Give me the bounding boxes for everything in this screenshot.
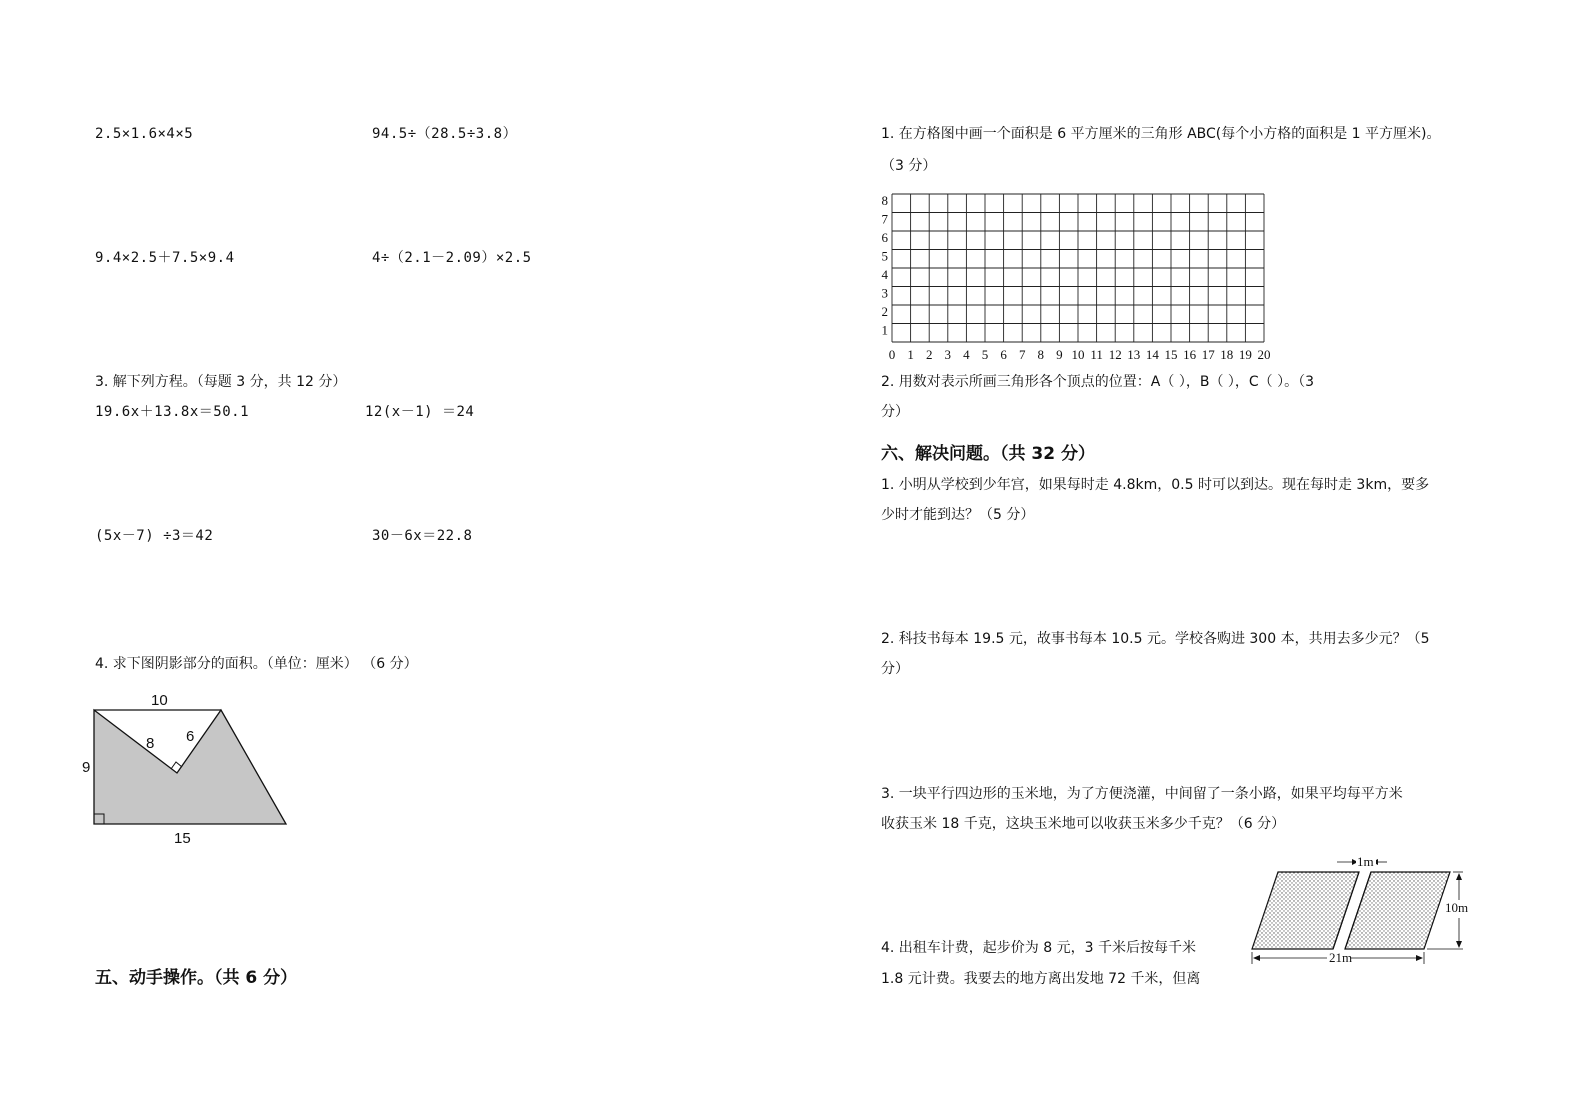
- problem-1-line2: 少时才能到达？（5 分）: [881, 507, 1035, 523]
- calc-expression-3: 9.4×2.5＋7.5×9.4: [95, 250, 235, 266]
- x-tick-label: 12: [1108, 347, 1122, 362]
- calc-expression-4: 4÷（2.1－2.09）×2.5: [372, 250, 532, 266]
- y-tick-label: 8: [881, 193, 888, 208]
- x-tick-label: 13: [1127, 347, 1141, 362]
- question-3-title: 3. 解下列方程。（每题 3 分，共 12 分）: [95, 374, 347, 390]
- x-tick-label: 8: [1037, 347, 1045, 362]
- x-tick-label: 10: [1071, 347, 1085, 362]
- x-tick-label: 11: [1090, 347, 1103, 362]
- y-tick-label: 2: [881, 304, 888, 319]
- equation-4: 30－6x＝22.8: [372, 528, 473, 544]
- x-tick-label: 17: [1201, 347, 1215, 362]
- problem-2-line1: 2. 科技书每本 19.5 元，故事书每本 10.5 元。学校各购进 300 本，共用去多少元？（5: [881, 631, 1430, 647]
- section-6-heading: 六、解决问题。（共 32 分）: [881, 444, 1095, 464]
- x-tick-label: 1: [907, 347, 914, 362]
- field-left-part: [1252, 872, 1359, 949]
- x-tick-label: 20: [1257, 347, 1271, 362]
- x-tick-label: 6: [1000, 347, 1007, 362]
- question-4-title: 4. 求下图阴影部分的面积。（单位：厘米） （6 分）: [95, 656, 418, 672]
- problem-2-line2: 分）: [881, 661, 909, 677]
- y-tick-label: 3: [881, 285, 888, 301]
- problem-4-line1: 4. 出租车计费，起步价为 8 元，3 千米后按每千米: [881, 940, 1196, 956]
- problem-3-line1: 3. 一块平行四边形的玉米地，为了方便浇灌，中间留了一条小路，如果平均每平方米: [881, 786, 1403, 802]
- x-tick-label: 7: [1018, 347, 1026, 362]
- x-tick-label: 9: [1056, 347, 1063, 362]
- road-width-label: 1m: [1357, 854, 1374, 869]
- label-left: 9: [82, 759, 91, 776]
- x-tick-label: 5: [981, 347, 989, 362]
- x-tick-label: 0: [888, 347, 896, 362]
- equation-3: (5x－7) ÷3＝42: [95, 528, 214, 544]
- height-label: 10m: [1445, 900, 1469, 915]
- calc-expression-2: 94.5÷（28.5÷3.8）: [372, 126, 518, 142]
- x-tick-label: 16: [1183, 347, 1197, 362]
- right-q1-line1: 1. 在方格图中画一个面积是 6 平方厘米的三角形 ABC(每个小方格的面积是 1 平方厘米)。: [881, 126, 1441, 142]
- y-tick-label: 7: [881, 211, 888, 227]
- right-q1-line2: （3 分）: [881, 158, 937, 174]
- calc-expression-1: 2.5×1.6×4×5: [95, 126, 194, 142]
- x-tick-label: 2: [925, 347, 933, 362]
- x-tick-label: 19: [1238, 347, 1252, 362]
- label-bottom: 15: [174, 830, 191, 847]
- y-tick-label: 5: [881, 248, 888, 264]
- x-tick-label: 14: [1145, 347, 1159, 362]
- problem-3-line2: 收获玉米 18 千克，这块玉米地可以收获玉米多少千克？（6 分）: [881, 816, 1286, 832]
- base-label: 21m: [1329, 950, 1353, 965]
- field-right-part: [1345, 872, 1450, 949]
- x-tick-label: 3: [944, 347, 952, 362]
- section-5-heading: 五、动手操作。（共 6 分）: [95, 968, 298, 988]
- x-tick-label: 15: [1164, 347, 1178, 362]
- label-diag-6: 6: [186, 728, 195, 745]
- problem-1-line1: 1. 小明从学校到少年宫，如果每时走 4.8km，0.5 时可以到达。现在每时走 3km，要多: [881, 477, 1430, 493]
- problem-4-line2: 1.8 元计费。我要去的地方离出发地 72 千米，但离: [881, 971, 1201, 987]
- x-tick-label: 18: [1220, 347, 1234, 362]
- x-tick-label: 4: [963, 347, 970, 362]
- y-tick-label: 4: [881, 267, 888, 282]
- right-q2-line1: 2. 用数对表示所画三角形各个顶点的位置：A（ ），B（ ），C（ ）。（3: [881, 374, 1315, 390]
- y-tick-label: 1: [881, 322, 888, 338]
- label-top: 10: [151, 692, 168, 709]
- equation-1: 19.6x＋13.8x＝50.1: [95, 404, 250, 420]
- y-tick-label: 6: [881, 230, 888, 245]
- cornfield-figure: [1245, 852, 1475, 972]
- label-diag-8: 8: [146, 735, 155, 752]
- shaded-area-figure: [80, 685, 300, 860]
- coordinate-grid: [876, 186, 1286, 364]
- right-q2-line2: 分）: [881, 404, 909, 420]
- equation-2: 12(x－1) ＝24: [365, 404, 475, 420]
